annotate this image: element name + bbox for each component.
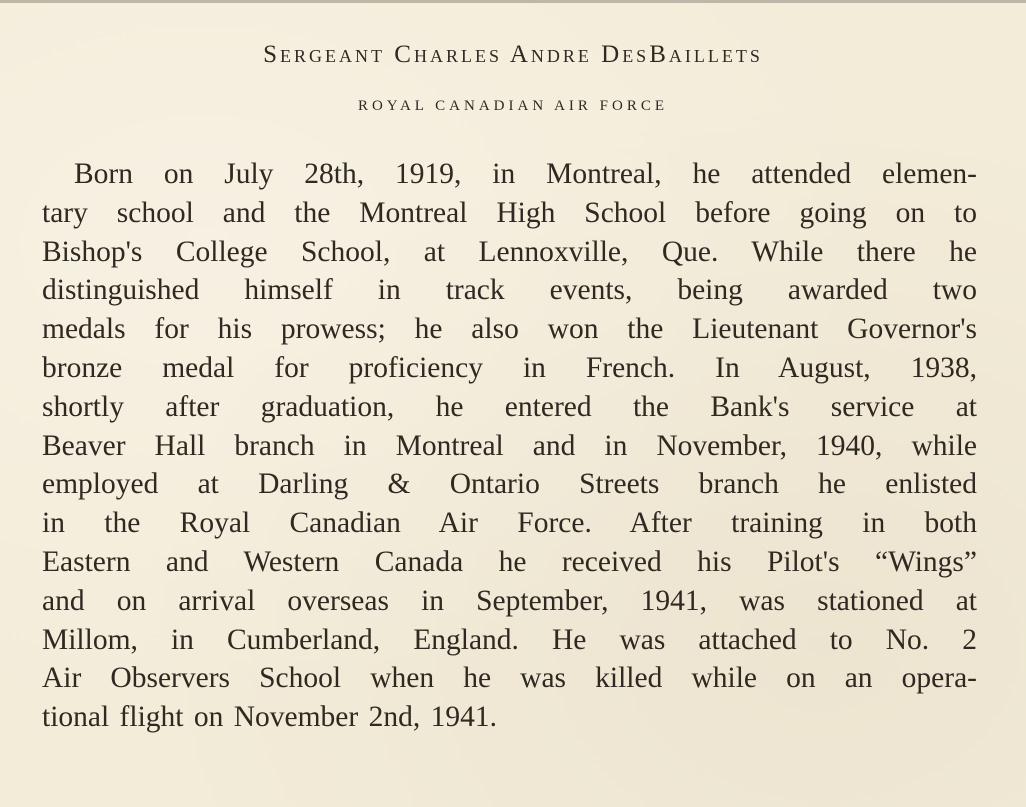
text-line: and on arrival overseas in September, 1941, was stationed at — [42, 584, 977, 617]
text-line: Millom, in Cumberland, England. He was attached to No. 2 — [42, 623, 977, 656]
page-top-edge — [0, 0, 1026, 3]
body-paragraph — [42, 155, 977, 737]
page-title: Sergeant Charles Andre DesBaillets — [263, 41, 763, 68]
text-line: Beaver Hall branch in Montreal and in November, 1940, while — [42, 429, 977, 462]
text-line: distinguished himself in track events, being awarded two — [42, 274, 977, 307]
text-line: tional flight on November 2nd, 1941. — [42, 701, 497, 734]
text-line: in the Royal Canadian Air Force. After training in both — [42, 507, 977, 540]
text-line: employed at Darling & Ontario Streets branch he enlisted — [42, 468, 977, 501]
text-line: Born on July 28th, 1919, in Montreal, he attended elemen- — [74, 158, 977, 190]
text-line: Air Observers School when he was killed while on an opera- — [42, 662, 977, 695]
text-line: bronze medal for proficiency in French. In August, 1938, — [42, 351, 977, 384]
text-line: Bishop's College School, at Lennoxville, Que. While there he — [42, 235, 977, 268]
page-subtitle: ROYAL CANADIAN AIR FORCE — [357, 98, 669, 114]
text-line: medals for his prowess; he also won the Lieutenant Governor's — [42, 313, 977, 346]
text-line: tary school and the Montreal High School before going on to — [42, 196, 977, 229]
text-line: shortly after graduation, he entered the Bank's service at — [42, 390, 977, 423]
text-line: Eastern and Western Canada he received his Pilot's “Wings” — [42, 545, 977, 578]
